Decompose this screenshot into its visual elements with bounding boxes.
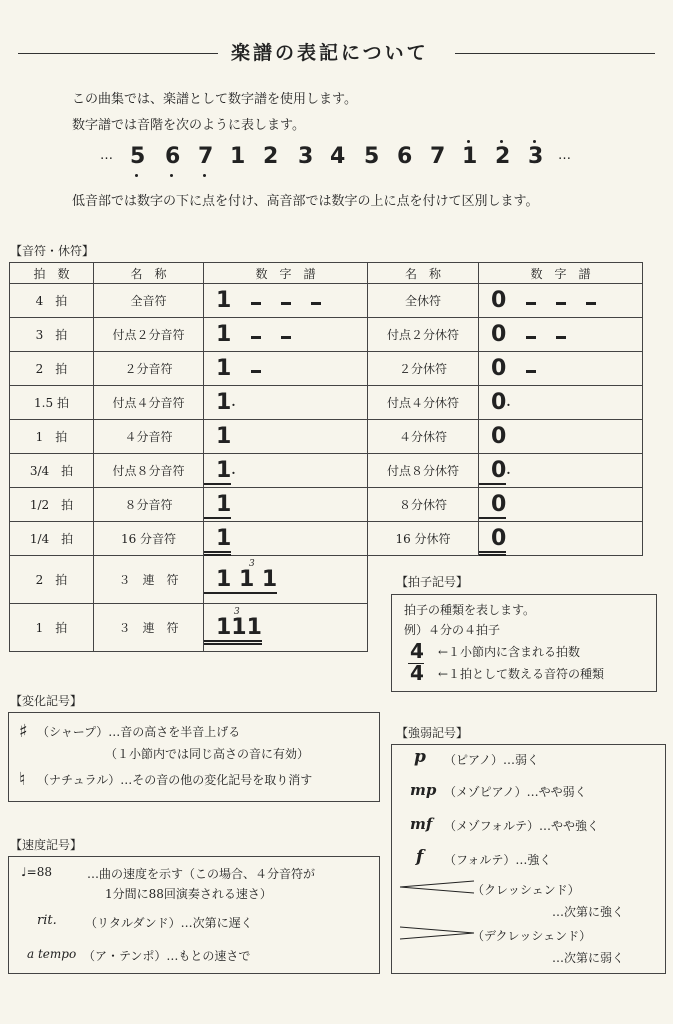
rest-name-cell: 全休符 bbox=[368, 284, 479, 318]
notation-cell bbox=[204, 318, 368, 352]
note-name-cell: 全音符 bbox=[94, 284, 204, 318]
rest-notation-cell bbox=[479, 488, 643, 522]
triplet-number: 3 bbox=[234, 607, 240, 617]
rest-name-cell: ８分休符 bbox=[368, 488, 479, 522]
atempo-desc: （ア・テンポ）…もとの速さで bbox=[83, 949, 251, 963]
notation-cell bbox=[204, 284, 368, 318]
time-sig-denominator: 4 bbox=[410, 661, 424, 685]
beats-cell: 1 拍 bbox=[10, 604, 94, 652]
beats-cell: 3 拍 bbox=[10, 318, 94, 352]
note-symbol: 1 bbox=[216, 322, 232, 347]
scale-row bbox=[100, 144, 580, 184]
piano-desc: （ピアノ）…弱く bbox=[444, 753, 540, 767]
decrescendo-desc-2: …次第に弱く bbox=[552, 951, 625, 965]
header-name: 名 称 bbox=[94, 263, 204, 284]
natural-icon: ♮ bbox=[19, 769, 26, 790]
rest-notation-cell bbox=[479, 352, 643, 386]
scale-digit: 1 bbox=[230, 144, 246, 169]
accidentals-title: 【変化記号】 bbox=[10, 694, 83, 708]
time-sig-numerator: 4 bbox=[410, 639, 424, 663]
notation-cell bbox=[204, 556, 368, 604]
piano-mark: p bbox=[414, 747, 426, 767]
note-name-cell: 付点４分音符 bbox=[94, 386, 204, 420]
decrescendo-hairpin-icon bbox=[398, 925, 478, 941]
note-symbol: 1 1 1 bbox=[204, 567, 277, 594]
mezzo-piano-mark: mp bbox=[410, 781, 437, 799]
bpm-desc: …曲の速度を示す（この場合、４分音符が bbox=[87, 867, 316, 881]
rest-notation-cell bbox=[479, 522, 643, 556]
scale-digit: 1 bbox=[462, 144, 478, 169]
beats-cell: 2 拍 bbox=[10, 556, 94, 604]
note-name-cell: 16 分音符 bbox=[94, 522, 204, 556]
rit-desc: （リタルダンド）…次第に遅く bbox=[85, 916, 253, 930]
rest-notation-cell bbox=[479, 454, 643, 488]
rest-symbol: 0 bbox=[479, 526, 506, 556]
rest-name-cell: ２分休符 bbox=[368, 352, 479, 386]
note-symbol: 1 bbox=[204, 458, 231, 485]
table-row bbox=[10, 522, 643, 556]
time-sig-line2: ←１拍として数える音符の種類 bbox=[438, 667, 605, 681]
rest-notation-cell bbox=[479, 386, 643, 420]
intro-line-2: 数字譜では音階を次のように表します。 bbox=[72, 118, 305, 133]
sharp-icon: ♯ bbox=[19, 721, 28, 742]
note-name-cell: 付点２分音符 bbox=[94, 318, 204, 352]
page-title: 楽譜の表記について bbox=[231, 42, 429, 64]
rest-symbol: 0 bbox=[491, 288, 507, 313]
time-sig-example: 例）４分の４拍子 bbox=[404, 623, 501, 637]
table-row bbox=[10, 318, 643, 352]
title-rule-right bbox=[455, 53, 655, 54]
mezzo-forte-mark: mf bbox=[410, 815, 433, 833]
decrescendo-desc: （デクレッシェンド） bbox=[472, 929, 592, 943]
notation-cell bbox=[204, 604, 368, 652]
dot-mark: · bbox=[506, 398, 511, 412]
rest-symbol: 0 bbox=[491, 322, 507, 347]
atempo-mark: a tempo bbox=[27, 947, 77, 961]
rest-symbol: 0 bbox=[479, 492, 506, 519]
table-row bbox=[10, 284, 643, 318]
title-rule-left bbox=[18, 53, 218, 54]
mezzo-forte-desc: （メゾフォルテ）…やや強く bbox=[444, 819, 600, 833]
note-symbol: 1 bbox=[216, 390, 232, 415]
note-name-cell: ３ 連 符 bbox=[94, 604, 204, 652]
note-name-cell: ３ 連 符 bbox=[94, 556, 204, 604]
forte-desc: （フォルテ）…強く bbox=[444, 853, 552, 867]
scale-digit: 4 bbox=[330, 144, 346, 169]
rest-notation-cell bbox=[479, 284, 643, 318]
note-symbol: 1 bbox=[216, 356, 232, 381]
scale-digit: 3 bbox=[298, 144, 314, 169]
beats-cell: 1 拍 bbox=[10, 420, 94, 454]
header-rest-notation: 数 字 譜 bbox=[479, 263, 643, 284]
bpm-desc-2: 1分間に88回演奏される速さ） bbox=[105, 887, 272, 901]
notation-cell bbox=[204, 522, 368, 556]
note-name-cell: 付点８分音符 bbox=[94, 454, 204, 488]
intro-line-1: この曲集では、楽譜として数字譜を使用します。 bbox=[72, 92, 357, 107]
note-name-cell: ２分音符 bbox=[94, 352, 204, 386]
table-row bbox=[10, 454, 643, 488]
rest-notation-cell bbox=[479, 420, 643, 454]
dot-mark: · bbox=[231, 398, 236, 412]
header-beats: 拍 数 bbox=[10, 263, 94, 284]
beats-cell: 1.5 拍 bbox=[10, 386, 94, 420]
note-name-cell: ４分音符 bbox=[94, 420, 204, 454]
beats-cell: 1/2 拍 bbox=[10, 488, 94, 522]
rest-name-cell: 付点８分休符 bbox=[368, 454, 479, 488]
dot-mark: · bbox=[231, 466, 236, 480]
mezzo-piano-desc: （メゾピアノ）…やや弱く bbox=[444, 785, 587, 799]
dot-explanation: 低音部では数字の下に点を付け、高音部では数字の上に点を付けて区別します。 bbox=[72, 194, 539, 209]
scale-ellipsis-right: … bbox=[558, 148, 571, 163]
note-symbol: 1 bbox=[204, 492, 231, 519]
beats-cell: 4 拍 bbox=[10, 284, 94, 318]
scale-digit: 6 bbox=[397, 144, 413, 169]
beats-cell: 2 拍 bbox=[10, 352, 94, 386]
crescendo-hairpin-icon bbox=[398, 879, 478, 895]
sharp-desc: （シャープ）…音の高さを半音上げる bbox=[37, 725, 241, 739]
sharp-desc-2: （１小節内では同じ高さの音に有効） bbox=[105, 747, 310, 761]
scale-ellipsis-left: … bbox=[100, 148, 113, 163]
time-sig-line1: ←１小節内に含まれる拍数 bbox=[438, 645, 581, 659]
table-header-row bbox=[10, 263, 643, 284]
beats-cell: 1/4 拍 bbox=[10, 522, 94, 556]
rest-name-cell: 16 分休符 bbox=[368, 522, 479, 556]
triplet-number: 3 bbox=[249, 559, 255, 569]
scale-digit: 6 bbox=[165, 144, 181, 169]
scale-digit: 5 bbox=[130, 144, 146, 169]
note-symbol: 1 bbox=[216, 424, 232, 449]
table-row bbox=[10, 386, 643, 420]
note-symbol: 1 bbox=[216, 288, 232, 313]
rest-name-cell: 付点２分休符 bbox=[368, 318, 479, 352]
rit-mark: rit. bbox=[37, 913, 57, 928]
rest-name-cell: ４分休符 bbox=[368, 420, 479, 454]
notation-cell bbox=[204, 420, 368, 454]
forte-mark: f bbox=[416, 847, 424, 867]
header-notation: 数 字 譜 bbox=[204, 263, 368, 284]
time-sig-title: 【拍子記号】 bbox=[396, 575, 469, 589]
dot-mark: · bbox=[506, 466, 511, 480]
notation-cell bbox=[204, 488, 368, 522]
rest-symbol: 0 bbox=[491, 424, 507, 449]
dynamics-box bbox=[391, 744, 666, 974]
accidentals-box bbox=[8, 712, 380, 802]
beats-cell: 3/4 拍 bbox=[10, 454, 94, 488]
tempo-box bbox=[8, 856, 380, 974]
scale-digit: 5 bbox=[364, 144, 380, 169]
note-name-cell: ８分音符 bbox=[94, 488, 204, 522]
notes-section-title: 【音符・休符】 bbox=[10, 244, 95, 258]
table-row bbox=[10, 420, 643, 454]
natural-desc: （ナチュラル）…その音の他の変化記号を取り消す bbox=[37, 773, 313, 787]
crescendo-desc-2: …次第に強く bbox=[552, 905, 625, 919]
notation-cell bbox=[204, 386, 368, 420]
rest-name-cell: 付点４分休符 bbox=[368, 386, 479, 420]
time-sig-desc: 拍子の種類を表します。 bbox=[404, 603, 536, 617]
bpm-mark: ♩=88 bbox=[21, 865, 52, 879]
scale-digit: 2 bbox=[263, 144, 279, 169]
rest-symbol: 0 bbox=[491, 390, 507, 415]
rest-notation-cell bbox=[479, 318, 643, 352]
scale-digit: 3 bbox=[528, 144, 544, 169]
rest-symbol: 0 bbox=[491, 356, 507, 381]
dynamics-title: 【強弱記号】 bbox=[396, 726, 469, 740]
scale-digit: 7 bbox=[430, 144, 446, 169]
header-rest-name: 名 称 bbox=[368, 263, 479, 284]
table-row bbox=[10, 488, 643, 522]
note-symbol: 111 bbox=[204, 615, 262, 645]
scale-digit: 2 bbox=[495, 144, 511, 169]
tempo-title: 【速度記号】 bbox=[10, 838, 83, 852]
notation-cell bbox=[204, 454, 368, 488]
scale-digit: 7 bbox=[198, 144, 214, 169]
time-sig-box bbox=[391, 594, 657, 692]
notation-cell bbox=[204, 352, 368, 386]
crescendo-desc: （クレッシェンド） bbox=[472, 883, 580, 897]
table-row bbox=[10, 352, 643, 386]
rest-symbol: 0 bbox=[479, 458, 506, 485]
note-symbol: 1 bbox=[204, 526, 231, 556]
